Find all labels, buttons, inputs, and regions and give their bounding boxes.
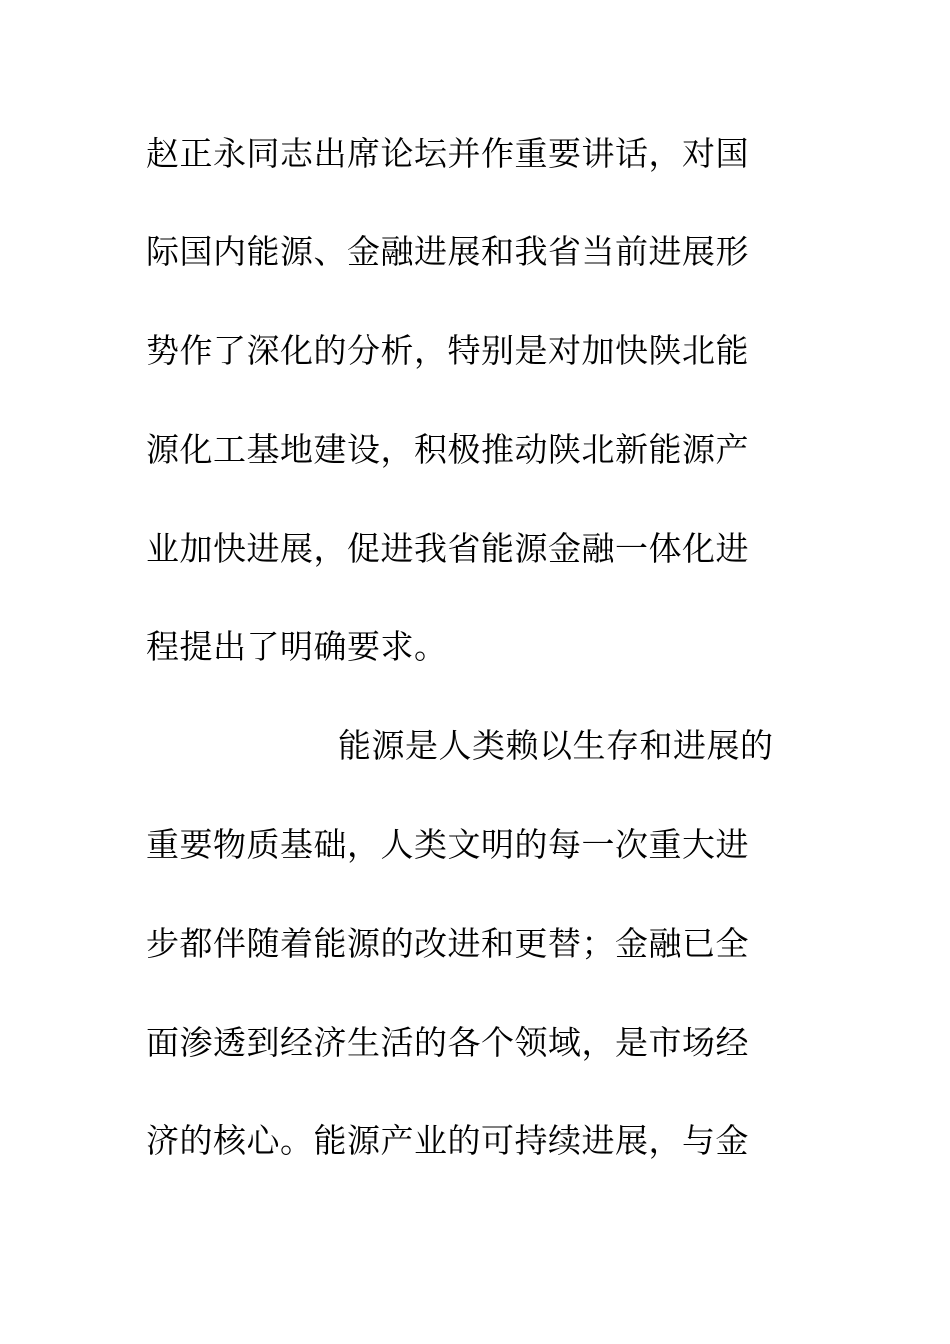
text-line: 济的核心。能源产业的可持续进展，与金 (146, 1121, 749, 1160)
paragraph-first-line: 能源是人类赖以生存和进展的 (338, 726, 774, 765)
text-line: 重要物质基础，人类文明的每一次重大进 (146, 825, 749, 864)
text-line: 步都伴随着能源的改进和更替；金融已全 (146, 924, 749, 963)
text-line: 业加快进展，促进我省能源金融一体化进 (146, 529, 749, 568)
text-line: 程提出了明确要求。 (146, 627, 448, 666)
text-line: 面渗透到经济生活的各个领域，是市场经 (146, 1023, 749, 1062)
text-line: 源化工基地建设，积极推动陕北新能源产 (146, 430, 749, 469)
text-line: 势作了深化的分析，特别是对加快陕北能 (146, 331, 749, 370)
text-line: 赵正永同志出席论坛并作重要讲话，对国 (146, 134, 749, 173)
text-line: 际国内能源、金融进展和我省当前进展形 (146, 232, 749, 271)
